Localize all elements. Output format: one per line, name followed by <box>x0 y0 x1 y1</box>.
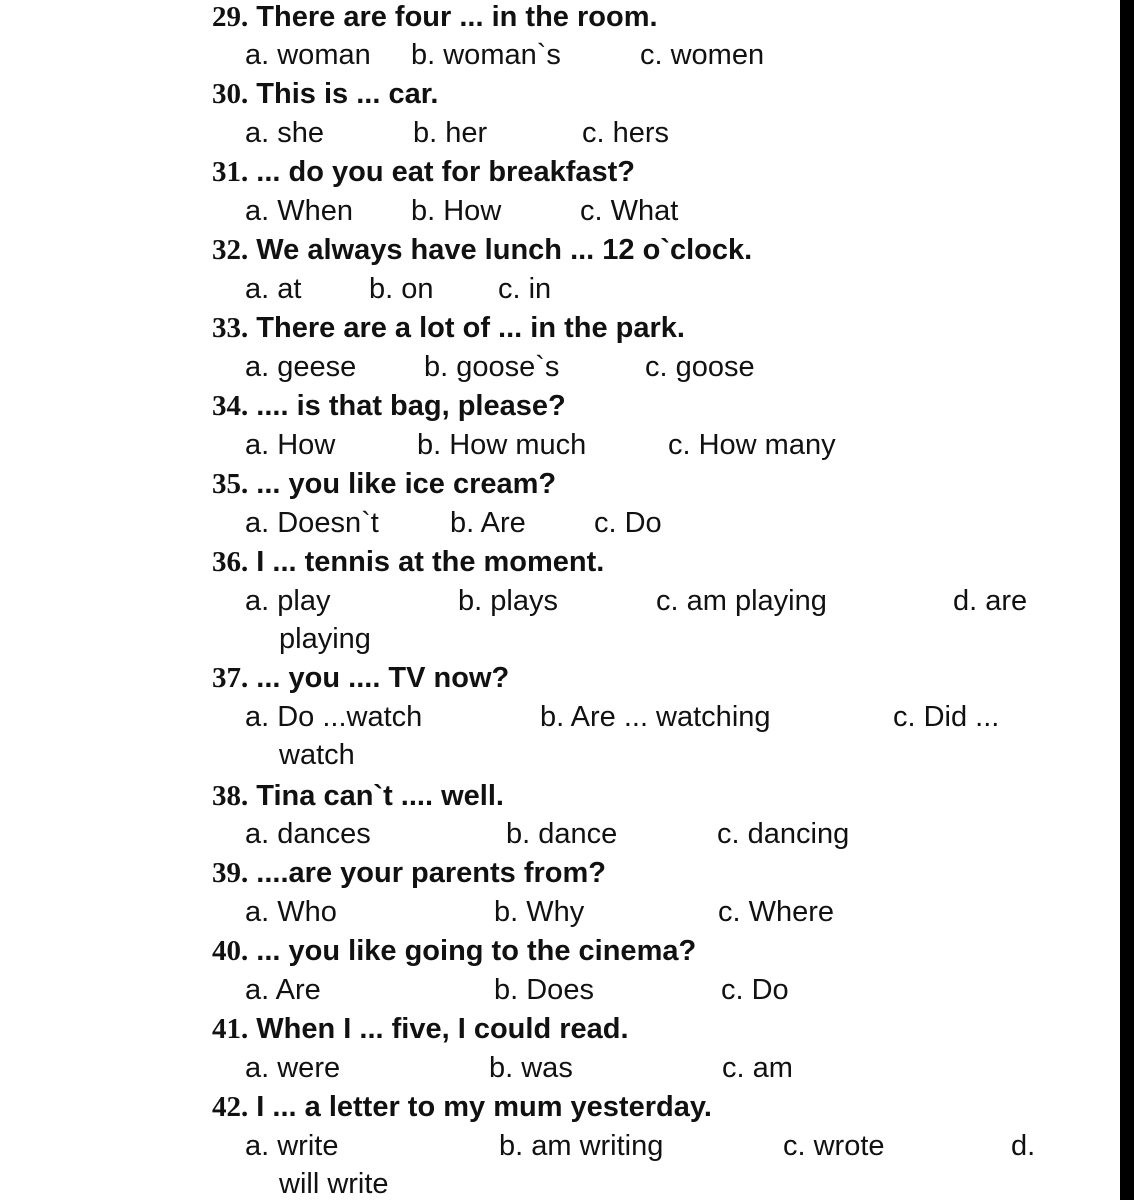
option-38-b: b. dance <box>506 818 618 850</box>
option-31-c: c. What <box>580 195 679 227</box>
option-34-b: b. How much <box>417 429 587 461</box>
option-33-a: a. geese <box>245 351 357 383</box>
option-42-b: b. am writing <box>499 1130 664 1162</box>
question-34: 34. .... is that bag, please? <box>212 390 566 422</box>
question-37: 37. ... you .... TV now? <box>212 662 510 694</box>
option-40-b: b. Does <box>494 974 594 1006</box>
option-29-b: b. woman`s <box>411 39 561 71</box>
option-35-b: b. Are <box>450 507 526 539</box>
option-41-b: b. was <box>489 1052 573 1084</box>
option-29-c: c. women <box>640 39 765 71</box>
question-36: 36. I ... tennis at the moment. <box>212 546 605 578</box>
option-41-a: a. were <box>245 1052 341 1084</box>
question-42: 42. I ... a letter to my mum yesterday. <box>212 1091 712 1123</box>
option-42-a: a. write <box>245 1130 339 1162</box>
option-40-c: c. Do <box>721 974 789 1006</box>
option-42-d-continued: will write <box>279 1168 389 1200</box>
option-31-a: a. When <box>245 195 353 227</box>
option-36-d-continued: playing <box>279 623 371 655</box>
option-42-c: c. wrote <box>783 1130 885 1162</box>
question-29: 29. There are four ... in the room. <box>212 1 658 33</box>
option-37-c-continued: watch <box>279 739 355 771</box>
option-32-c: c. in <box>498 273 552 305</box>
option-32-a: a. at <box>245 273 302 305</box>
option-37-a: a. Do ...watch <box>245 701 423 733</box>
option-39-a: a. Who <box>245 896 337 928</box>
option-34-c: c. How many <box>668 429 836 461</box>
option-42-d: d. <box>1011 1130 1036 1162</box>
option-37-c: c. Did ... <box>893 701 1000 733</box>
question-40: 40. ... you like going to the cinema? <box>212 935 697 967</box>
option-35-a: a. Doesn`t <box>245 507 379 539</box>
option-33-c: c. goose <box>645 351 755 383</box>
option-29-a: a. woman <box>245 39 371 71</box>
option-39-b: b. Why <box>494 896 585 928</box>
option-37-b: b. Are ... watching <box>540 701 771 733</box>
question-39: 39. ....are your parents from? <box>212 857 607 889</box>
question-33: 33. There are a lot of ... in the park. <box>212 312 685 344</box>
option-32-b: b. on <box>369 273 434 305</box>
option-36-a: a. play <box>245 585 331 617</box>
option-38-a: a. dances <box>245 818 371 850</box>
question-32: 32. We always have lunch ... 12 o`clock. <box>212 234 753 266</box>
question-31: 31. ... do you eat for breakfast? <box>212 156 635 188</box>
option-30-b: b. her <box>413 117 488 149</box>
option-41-c: c. am <box>722 1052 793 1084</box>
option-31-b: b. How <box>411 195 502 227</box>
option-36-b: b. plays <box>458 585 558 617</box>
option-39-c: c. Where <box>718 896 835 928</box>
question-35: 35. ... you like ice cream? <box>212 468 557 500</box>
option-38-c: c. dancing <box>717 818 850 850</box>
option-36-d: d. are <box>953 585 1028 617</box>
option-33-b: b. goose`s <box>424 351 560 383</box>
option-30-a: a. she <box>245 117 324 149</box>
option-40-a: a. Are <box>245 974 321 1006</box>
option-34-a: a. How <box>245 429 336 461</box>
option-30-c: c. hers <box>582 117 670 149</box>
question-38: 38. Tina can`t .... well. <box>212 780 504 812</box>
option-36-c: c. am playing <box>656 585 827 617</box>
question-30: 30. This is ... car. <box>212 78 439 110</box>
question-41: 41. When I ... five, I could read. <box>212 1013 629 1045</box>
option-35-c: c. Do <box>594 507 662 539</box>
